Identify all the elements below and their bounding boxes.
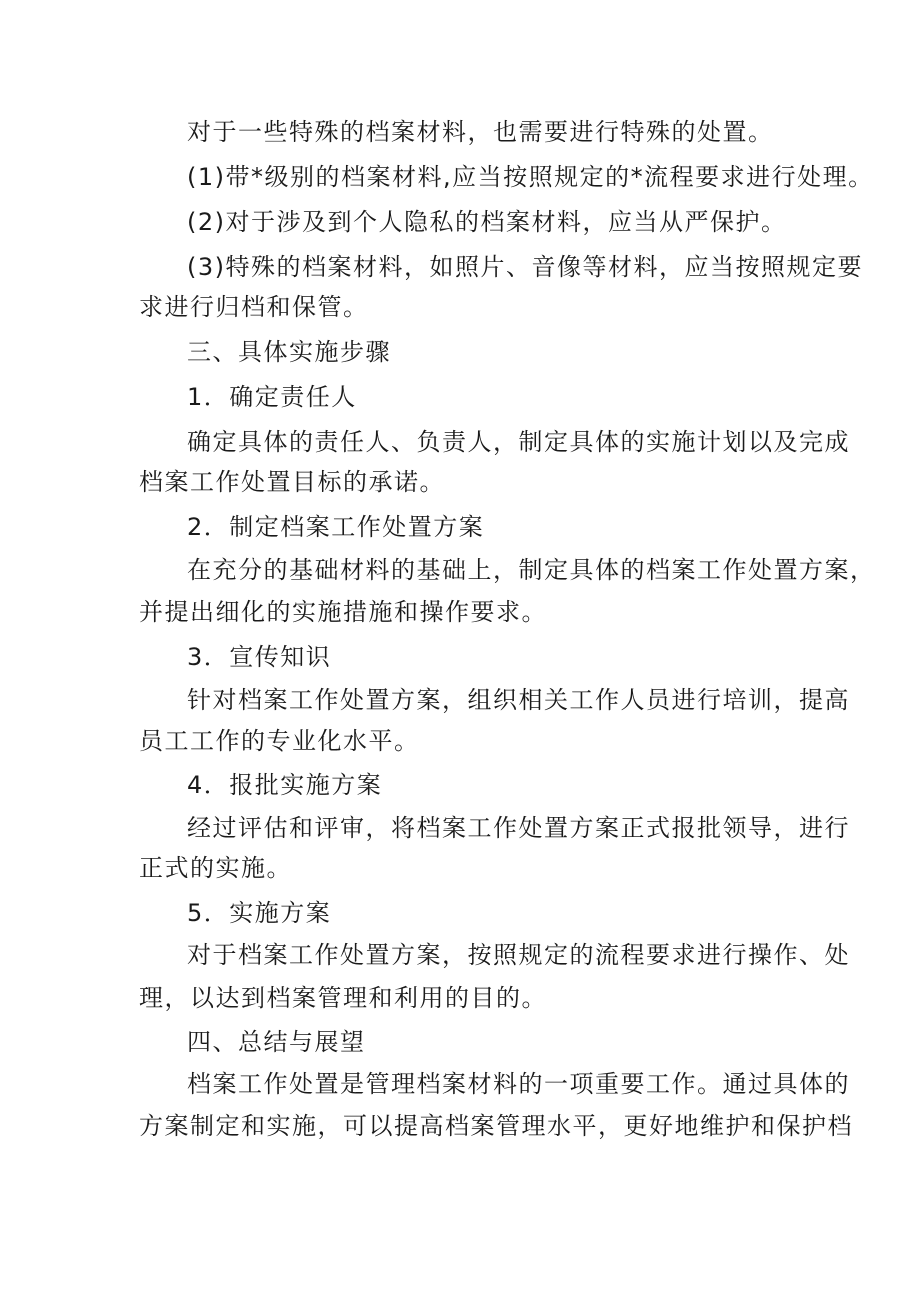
- step-5-paragraph-continued: 理，以达到档案管理和利用的目的。: [139, 984, 547, 1012]
- paragraph-special-materials: 对于一些特殊的档案材料，也需要进行特殊的处置。: [187, 118, 774, 146]
- step-heading-3: 3．宣传知识: [187, 643, 332, 671]
- summary-paragraph-continued: 方案制定和实施，可以提高档案管理水平，更好地维护和保护档: [139, 1112, 853, 1140]
- list-item-3: (3)特殊的档案材料，如照片、音像等材料，应当按照规定要: [187, 253, 863, 281]
- step-5-paragraph: 对于档案工作处置方案，按照规定的流程要求进行操作、处: [187, 941, 850, 969]
- step-1-paragraph: 确定具体的责任人、负责人，制定具体的实施计划以及完成: [187, 428, 850, 456]
- step-heading-5: 5．实施方案: [187, 899, 332, 927]
- step-2-paragraph: 在充分的基础材料的基础上，制定具体的档案工作处置方案，: [187, 556, 876, 584]
- step-heading-1: 1．确定责任人: [187, 383, 357, 411]
- list-item-3-continued: 求进行归档和保管。: [139, 293, 369, 321]
- step-4-paragraph: 经过评估和评审，将档案工作处置方案正式报批领导，进行: [187, 814, 850, 842]
- step-1-paragraph-continued: 档案工作处置目标的承诺。: [139, 468, 445, 496]
- step-3-paragraph: 针对档案工作处置方案，组织相关工作人员进行培训，提高: [187, 686, 850, 714]
- section-heading-4: 四、总结与展望: [187, 1028, 366, 1056]
- summary-paragraph: 档案工作处置是管理档案材料的一项重要工作。通过具体的: [187, 1070, 850, 1098]
- step-4-paragraph-continued: 正式的实施。: [139, 854, 292, 882]
- step-2-paragraph-continued: 并提出细化的实施措施和操作要求。: [139, 598, 547, 626]
- step-heading-2: 2．制定档案工作处置方案: [187, 513, 485, 541]
- step-heading-4: 4．报批实施方案: [187, 771, 383, 799]
- list-item-2: (2)对于涉及到个人隐私的档案材料，应当从严保护。: [187, 208, 787, 236]
- section-heading-3: 三、具体实施步骤: [187, 338, 391, 366]
- step-3-paragraph-continued: 员工工作的专业化水平。: [139, 727, 420, 755]
- list-item-1: (1)带*级别的档案材料,应当按照规定的*流程要求进行处理。: [187, 163, 874, 191]
